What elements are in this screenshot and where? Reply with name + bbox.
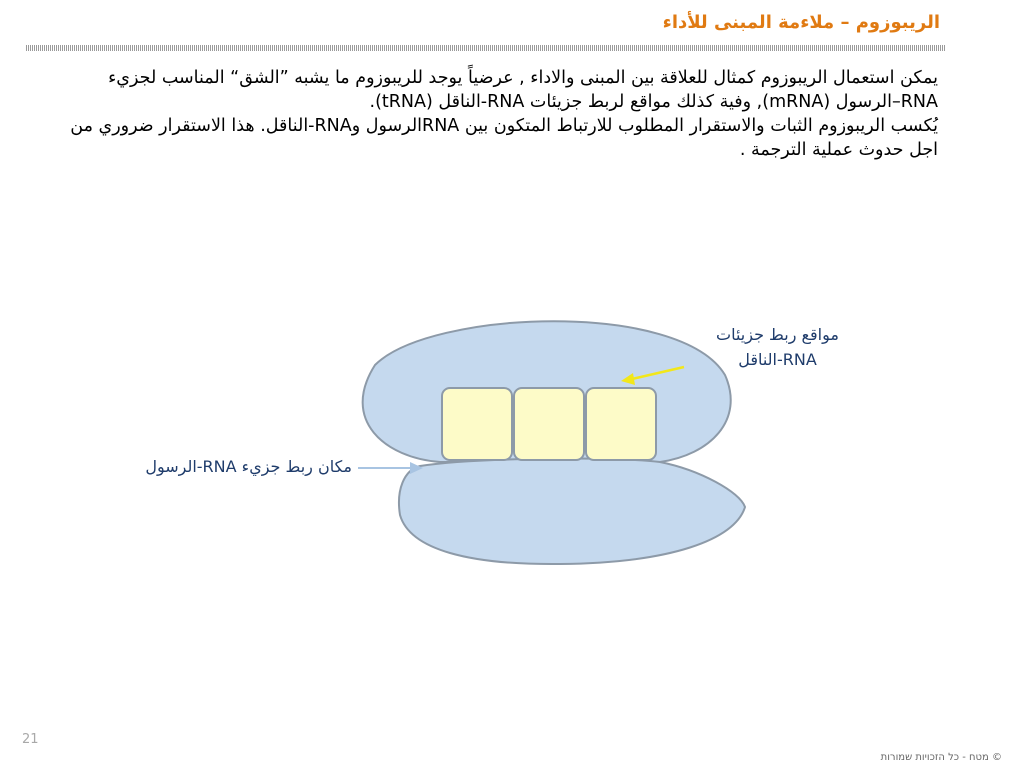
page-number: 21	[22, 732, 39, 747]
trna-label-line-2: RNA-الناقل	[738, 350, 817, 369]
trna-label-line-1: مواقع ربط جزيئات	[716, 325, 839, 344]
trna-sites-label	[690, 322, 865, 372]
body-paragraph-1: يمكن استعمال الريبوزوم كمثال للعلاقة بين المبنى والاداء , عرضياً يوجد للريبوزوم ما يشبه ”الشق“ المناسب لجزيء RNA–الرسول (mRNA), وفية كذلك مواقع لربط جزيئات RNA-الناقل (tRNA).	[108, 68, 938, 112]
slide-title: الريبوزوم – ملاءمة المبنى للأداء	[662, 12, 940, 33]
body-paragraph-2: يُكسب الريبوزوم الثبات والاستقرار المطلوب للارتباط المتكون بين RNAالرسول وRNA-الناقل. هذا الاستقرار ضروري من اجل حدوث عملية الترجمة .	[70, 116, 938, 160]
mrna-site-label: مكان ربط جزيء RNA-الرسول	[145, 457, 352, 476]
trna-binding-site	[442, 388, 512, 460]
trna-binding-site	[514, 388, 584, 460]
ribosome-small-subunit	[399, 459, 745, 565]
trna-binding-site	[586, 388, 656, 460]
mrna-arrow	[358, 462, 423, 474]
copyright-notice: © מטח - כל הזכויות שמורות	[880, 752, 1002, 763]
